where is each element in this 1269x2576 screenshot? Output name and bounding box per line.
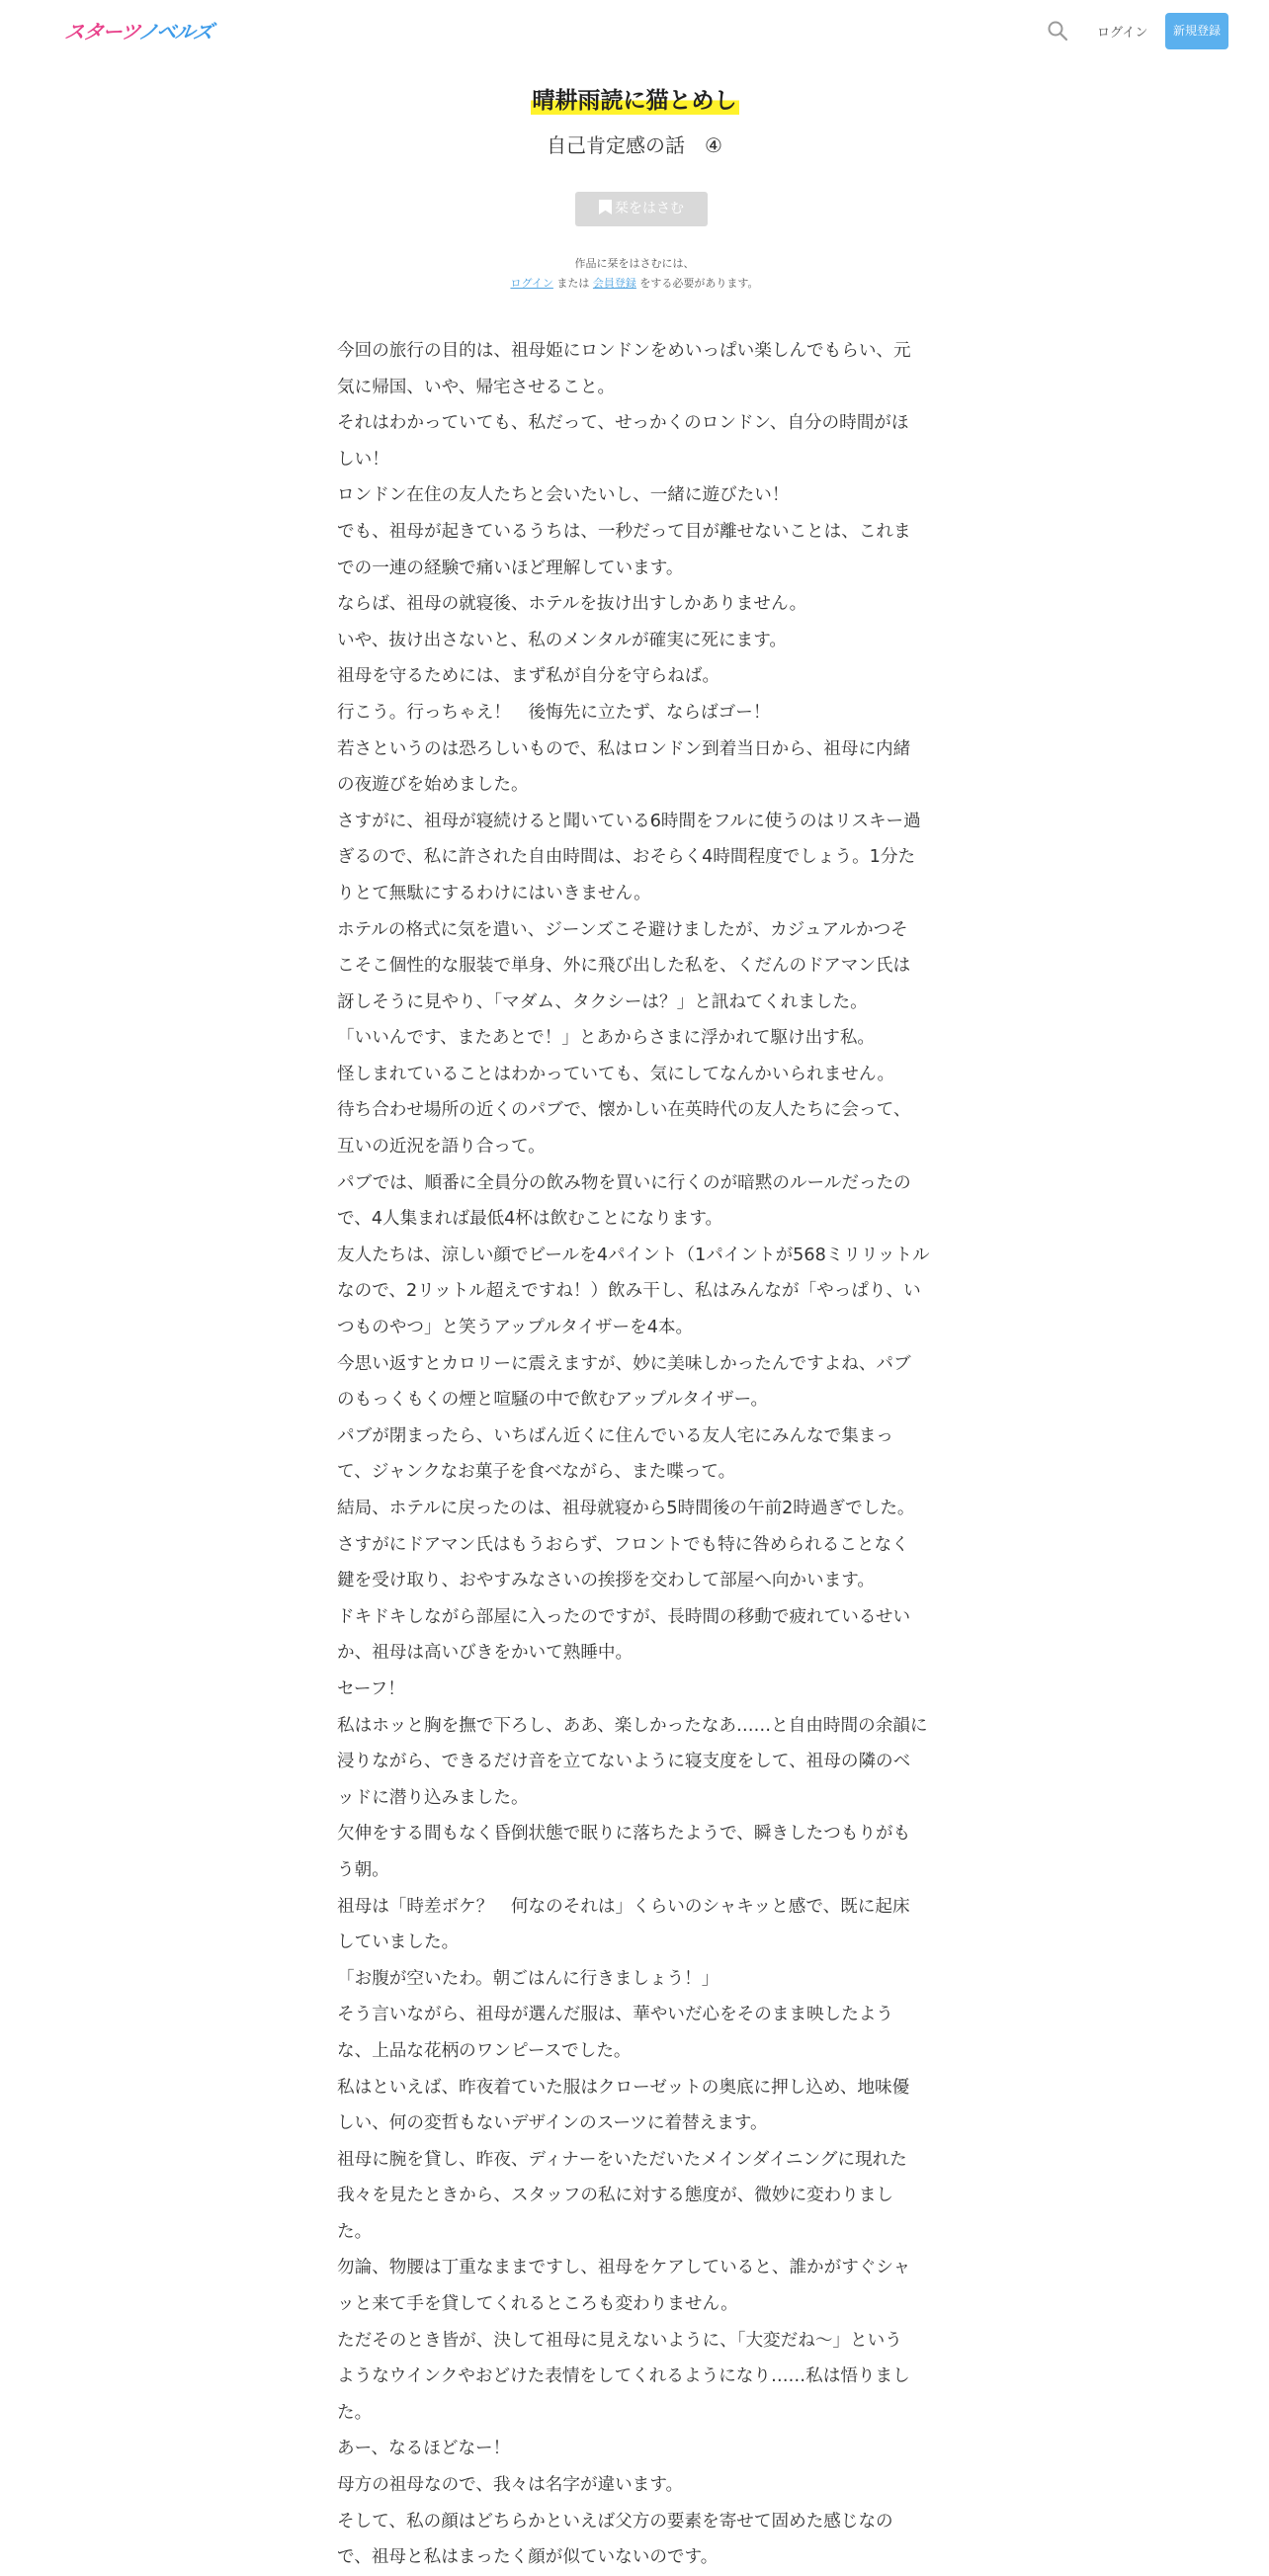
story-text-line: なので、2リットル超えですね！）飲み干し、私はみんなが「やっぱり、い (337, 1281, 921, 1302)
bookmark-button[interactable] (575, 192, 708, 226)
story-text-line: それはわかっていても、私だって、せっかくのロンドン、自分の時間がほ (337, 413, 909, 434)
story-text-line: 欠伸をする間もなく昏倒状態で眠りに落ちたようで、瞬きしたつもりがも (337, 1824, 911, 1845)
note-tail-text: をする必要があります。 (639, 277, 759, 290)
story-text-line: た。 (337, 2221, 373, 2242)
story-text-line: あー、なるほどなー！ (337, 2439, 511, 2459)
story-text-line: さすがにドアマン氏はもうおらず、フロントでも特に咎められることなく (337, 1534, 909, 1555)
bookmark-icon (599, 200, 612, 215)
story-text-line: しい、何の変哲もないデザインのスーツに着替えます。 (337, 2113, 768, 2134)
story-text-line: で、祖母と私はまったく顔が似ていないのです。 (337, 2547, 719, 2568)
story-text-line: て、ジャンクなお菓子を食べながら、また喋って。 (337, 1462, 736, 1483)
story-text-line: な、上品な花柄のワンピースでした。 (337, 2040, 632, 2061)
story-text-line: 結局、ホテルに戻ったのは、祖母就寝から5時間後の午前2時過ぎでした。 (337, 1499, 915, 1518)
story-text-line: しい！ (337, 449, 389, 470)
site-logo[interactable] (63, 16, 214, 44)
story-text-line: りとて無駄にするわけにはいきません。 (337, 883, 651, 903)
story-text-line: 浸りながら、できるだけ音を立てないように寝支度をして、祖母の隣のベ (337, 1752, 911, 1772)
bookmark-note-line1: 作品に栞をはさむには、 (574, 257, 695, 270)
story-text-line: 行こう。行っちゃえ！ 後悔先に立たず、ならばゴー！ (337, 702, 771, 723)
story-text-line: 訝しそうに見やり、「マダム、タクシーは？」と訊ねてくれました。 (337, 991, 868, 1012)
login-link[interactable]: ログイン (1097, 26, 1148, 41)
story-text-line: でも、祖母が起きているうちは、一秒だって目が離せないことは、これま (337, 521, 911, 542)
signup-button[interactable]: 新規登録 (1165, 13, 1228, 49)
story-text-line: ぎるので、私に許された自由時間は、おそらく4時間程度でしょう。1分た (337, 847, 916, 868)
story-text-line: そう言いながら、祖母が選んだ服は、華やいだ心をそのまま映したよう (337, 2005, 894, 2025)
story-text-line: 鍵を受け取り、おやすみなさいの挨拶を交わして部屋へ向かいます。 (337, 1571, 876, 1591)
site-header (0, 0, 1269, 65)
work-title-block (0, 85, 1269, 117)
story-text-line: さすがに、祖母が寝続けると聞いている6時間をフルに使うのはリスキー過 (337, 811, 921, 831)
story-text-line: そして、私の顔はどちらかといえば父方の要素を寄せて固めた感じなの (337, 2511, 893, 2532)
story-text-line: パブが閉まったら、いちばん近くに住んでいる友人宅にみんなで集まっ (337, 1425, 894, 1446)
bookmark-note (0, 254, 1269, 294)
story-text-line: ホテルの格式に気を遣い、ジーンズこそ避けましたが、カジュアルかつそ (337, 919, 908, 940)
story-text-line: ならば、祖母の就寝後、ホテルを抜け出すしかありません。 (337, 594, 807, 615)
story-text-line: セーフ！ (337, 1678, 405, 1699)
story-text-line: 祖母は「時差ボケ？ 何なのそれは」くらいのシャキッと感で、既に起床 (337, 1896, 910, 1917)
story-text-line: た。 (337, 2402, 373, 2423)
story-text-line: 今回の旅行の目的は、祖母姫にロンドンをめいっぱい楽しんでもらい、元 (337, 341, 911, 361)
story-text-line: 「お腹が空いたわ。朝ごはんに行きましょう！」 (337, 1968, 719, 1989)
story-text-line: 今思い返すとカロリーに震えますが、妙に美味しかったんですよね、パブ (337, 1353, 911, 1374)
search-icon[interactable] (1046, 19, 1069, 43)
story-text-line: 若さというのは恐ろしいもので、私はロンドン到着当日から、祖母に内緒 (337, 738, 911, 759)
logo-main-text: スターツ (63, 20, 140, 43)
work-title[interactable]: 晴耕雨読に猫とめし (531, 85, 739, 117)
story-text-line: 怪しまれていることはわかっていても、気にしてなんかいられません。 (337, 1064, 895, 1084)
story-text-line: パブでは、順番に全員分の飲み物を買いに行くのが暗黙のルールだったの (337, 1172, 911, 1193)
bookmark-note-line2 (0, 274, 1269, 294)
story-text-line: 友人たちは、涼しい顔でビールを4パイント（1パイントが568ミリリットル (337, 1245, 930, 1265)
story-text-line: う朝。 (337, 1859, 389, 1880)
story-text-line: 私はホッと胸を撫で下ろし、ああ、楽しかったなあ……と自由時間の余韻に (337, 1715, 928, 1736)
story-text-line: 母方の祖母なので、我々は名字が違います。 (337, 2475, 684, 2496)
story-text-line: ドキドキしながら部屋に入ったのですが、長時間の移動で疲れているせい (337, 1606, 911, 1627)
episode-title: 自己肯定感の話 ④ (547, 133, 722, 157)
story-text-line: か、祖母は高いびきをかいて熟睡中。 (337, 1643, 634, 1664)
note-register-link[interactable]: 会員登録 (592, 277, 636, 290)
logo-accent-text: ノベルズ (136, 20, 214, 43)
story-text-line: いや、抜け出さないと、私のメンタルが確実に死にます。 (337, 630, 787, 650)
story-text-line: 祖母に腕を貸し、昨夜、ディナーをいただいたメインダイニングに現れた (337, 2149, 907, 2170)
story-text-line: していました。 (337, 1932, 460, 1953)
story-text-line: ようなウインクやおどけた表情をしてくれるようになり……私は悟りまし (337, 2366, 910, 2387)
story-text-line: 私はといえば、昨夜着ていた服はクローゼットの奥底に押し込め、地味優 (337, 2077, 910, 2098)
story-text-line: こそこ個性的な服装で単身、外に飛び出した私を、くだんのドアマン氏は (337, 956, 911, 977)
story-text-line: ただそのとき皆が、決して祖母に見えないように、「大変だね～」という (337, 2330, 902, 2351)
note-login-link[interactable]: ログイン (510, 277, 553, 290)
story-text-line: 待ち合わせ場所の近くのパブで、懐かしい在英時代の友人たちに会って、 (337, 1100, 911, 1121)
story-text-line: ッドに潜り込みました。 (337, 1787, 529, 1808)
story-text-line: 「いいんです、またあとで！」とあからさまに浮かれて駆け出す私。 (337, 1028, 876, 1049)
note-or-text: または (556, 277, 590, 290)
story-text-line: ロンドン在住の友人たちと会いたいし、一緒に遊びたい！ (337, 485, 790, 506)
story-body (337, 333, 950, 2576)
story-text-line: 気に帰国、いや、帰宅させること。 (337, 377, 616, 397)
bookmark-button-label: 栞をはさむ (615, 201, 684, 216)
story-text-line: つものやつ」と笑うアップルタイザーを4本。 (337, 1318, 694, 1338)
story-text-line: 我々を見たときから、スタッフの私に対する態度が、微妙に変わりまし (337, 2186, 894, 2206)
story-text-line: 互いの近況を語り合って。 (337, 1137, 546, 1158)
story-text-line: ッと来て手を貸してくれるところも変わりません。 (337, 2294, 738, 2315)
story-text-line: で、4人集まれば最低4杯は飲むことになります。 (337, 1209, 723, 1230)
story-text-line: 勿論、物腰は丁重なままですし、祖母をケアしていると、誰かがすぐシャ (337, 2258, 911, 2278)
story-text-line: での一連の経験で痛いほど理解しています。 (337, 558, 684, 578)
story-text-line: の夜遊びを始めました。 (337, 775, 529, 796)
story-text-line: のもっくもくの煙と喧騒の中で飲むアップルタイザー。 (337, 1390, 769, 1411)
story-text-line: 祖母を守るためには、まず私が自分を守らねば。 (337, 666, 720, 687)
